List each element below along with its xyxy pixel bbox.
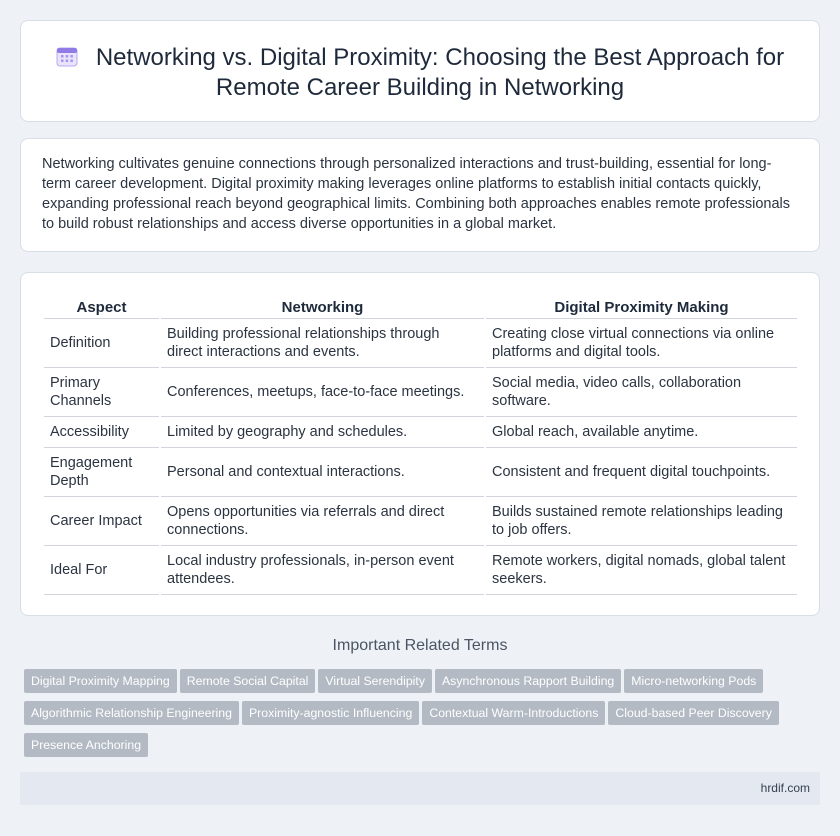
term-tag[interactable]: Proximity-agnostic Influencing [242, 701, 419, 725]
intro-card [20, 138, 820, 252]
related-terms-title: Important Related Terms [332, 637, 508, 654]
table-header-row [44, 295, 797, 319]
cell-networking: Building professional relationships through direct interactions and events. [161, 319, 484, 368]
cell-networking: Limited by geography and schedules. [161, 417, 484, 448]
cell-aspect: Engagement Depth [44, 448, 159, 497]
term-tag[interactable]: Virtual Serendipity [318, 669, 432, 693]
term-tag[interactable]: Contextual Warm-Introductions [422, 701, 605, 725]
comparison-table [42, 295, 799, 595]
term-tag[interactable]: Digital Proximity Mapping [24, 669, 177, 693]
table-row [44, 497, 797, 546]
comparison-card [20, 272, 820, 616]
header-networking: Networking [161, 295, 484, 319]
footer [20, 772, 820, 805]
cell-networking: Local industry professionals, in-person event attendees. [161, 546, 484, 595]
cell-aspect: Career Impact [44, 497, 159, 546]
cell-digital: Remote workers, digital nomads, global talent seekers. [486, 546, 797, 595]
term-tag[interactable]: Asynchronous Rapport Building [435, 669, 621, 693]
title-line-1: Networking vs. Digital Proximity: Choosing the Best Approach for [95, 44, 785, 71]
cell-networking: Conferences, meetups, face-to-face meetings. [161, 368, 484, 417]
cell-digital: Builds sustained remote relationships leading to job offers. [486, 497, 797, 546]
cell-networking: Opens opportunities via referrals and direct connections. [161, 497, 484, 546]
term-tag[interactable]: Cloud-based Peer Discovery [608, 701, 779, 725]
term-tag[interactable]: Remote Social Capital [180, 669, 316, 693]
related-terms-list [24, 669, 804, 765]
cell-aspect: Primary Channels [44, 368, 159, 417]
footer-site-link[interactable]: hrdif.com [760, 781, 810, 795]
table-row [44, 546, 797, 595]
title-line-2: Remote Career Building in Networking [215, 74, 625, 101]
term-tag[interactable]: Algorithmic Relationship Engineering [24, 701, 239, 725]
cell-digital: Creating close virtual connections via online platforms and digital tools. [486, 319, 797, 368]
cell-aspect: Ideal For [44, 546, 159, 595]
cell-aspect: Definition [44, 319, 159, 368]
cell-aspect: Accessibility [44, 417, 159, 448]
table-row [44, 368, 797, 417]
term-tag[interactable]: Presence Anchoring [24, 733, 148, 757]
cell-networking: Personal and contextual interactions. [161, 448, 484, 497]
table-row [44, 448, 797, 497]
intro-paragraph: Networking cultivates genuine connections through personalized interactions and trust-building, essential for long-term career development. Digital proximity making leverages online platforms to establish initial contacts quickly, expanding professional reach beyond geographical limits. Combining both approaches enables remote professionals to build robust relationships and access diverse opportunities in a global market. [42, 156, 791, 232]
cell-digital: Social media, video calls, collaboration software. [486, 368, 797, 417]
header-aspect: Aspect [44, 295, 159, 319]
cell-digital: Consistent and frequent digital touchpoints. [486, 448, 797, 497]
term-tag[interactable]: Micro-networking Pods [624, 669, 763, 693]
table-row [44, 319, 797, 368]
calendar-icon [56, 45, 78, 67]
cell-digital: Global reach, available anytime. [486, 417, 797, 448]
page-title [21, 43, 819, 103]
header-card [20, 20, 820, 122]
header-digital: Digital Proximity Making [486, 295, 797, 319]
table-row [44, 417, 797, 448]
